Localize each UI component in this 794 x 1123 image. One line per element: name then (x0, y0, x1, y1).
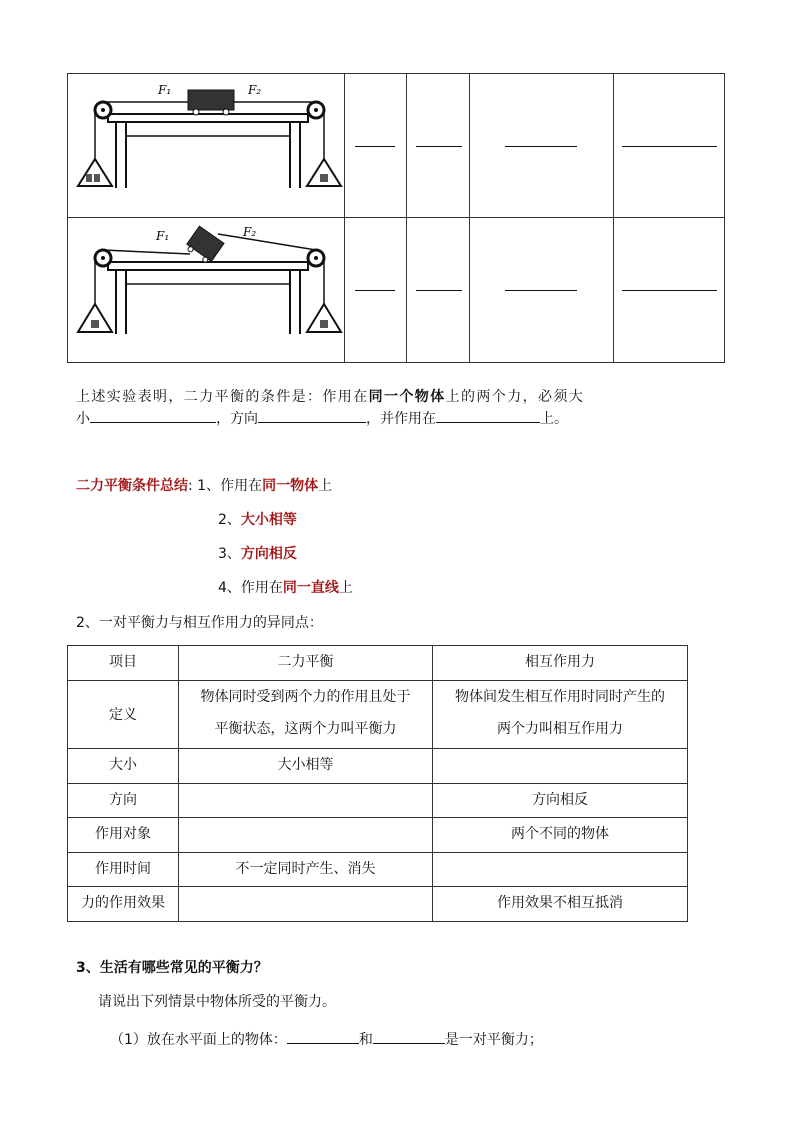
line-blank[interactable] (436, 408, 540, 423)
size-blank[interactable] (90, 408, 216, 423)
header-balance: 二力平衡 (179, 646, 433, 681)
comparison-header-row (68, 646, 688, 681)
blank-cell[interactable] (614, 74, 725, 218)
force-blank-2[interactable] (373, 1029, 445, 1044)
header-item: 项目 (68, 646, 179, 681)
comparison-row-size: 大小 大小相等 (68, 749, 688, 784)
experiment-diagram-2 (68, 218, 345, 363)
section-3-heading: 3、生活有哪些常见的平衡力？ (76, 960, 268, 976)
cart-pulley-diagram-rotated (68, 218, 345, 358)
direction-blank[interactable] (258, 408, 366, 423)
experiment-row-2 (68, 218, 725, 363)
f2-label: F₂ (243, 225, 257, 239)
comparison-row-definition: 定义 物体同时受到两个力的作用且处于 平衡状态，这两个力叫平衡力 物体间发生相互作用时同时产生的 两个力叫相互作用力 (68, 681, 688, 749)
blank-cell[interactable] (345, 74, 407, 218)
header-interaction: 相互作用力 (433, 646, 688, 681)
section-2-heading: 2、一对平衡力与相互作用力的异同点： (76, 615, 323, 631)
comparison-table (67, 645, 688, 922)
blank-cell[interactable] (407, 74, 470, 218)
f2-label: F₂ (248, 83, 262, 97)
cart-pulley-diagram-horizontal (68, 74, 345, 213)
force-blank-1[interactable] (287, 1029, 359, 1044)
experiment-diagram-1 (68, 74, 345, 218)
comparison-row-object: 作用对象 两个不同的物体 (68, 818, 688, 853)
blank-cell[interactable] (407, 218, 470, 363)
summary-title: 二力平衡条件总结 (76, 478, 188, 494)
summary-item-2: 2、大小相等 (218, 512, 297, 528)
blank-cell[interactable] (470, 218, 614, 363)
question-1: （1）放在水平面上的物体： 和 是一对平衡力； (110, 1029, 543, 1050)
conclusion-line-2: 小 ，方向 ，并作用在 上。 (76, 408, 568, 429)
blank-cell[interactable] (470, 74, 614, 218)
comparison-row-direction: 方向 方向相反 (68, 784, 688, 818)
blank-cell[interactable] (345, 218, 407, 363)
f1-label: F₁ (158, 83, 172, 97)
comparison-row-effect: 力的作用效果 作用效果不相互抵消 (68, 887, 688, 922)
summary-item-1: 二力平衡条件总结: 1、作用在同一物体上 (76, 478, 333, 494)
comparison-row-time: 作用时间 不一定同时产生、消失 (68, 853, 688, 887)
summary-item-4: 4、作用在同一直线上 (218, 580, 353, 596)
f1-label: F₁ (156, 229, 170, 243)
summary-item-3: 3、方向相反 (218, 546, 297, 562)
experiment-row-1 (68, 74, 725, 218)
blank-cell[interactable] (614, 218, 725, 363)
conclusion-line-1: 上述实验表明，二力平衡的条件是：作用在同一个物体上的两个力，必须大 (76, 389, 585, 405)
experiment-table (67, 73, 725, 363)
section-3-intro: 请说出下列情景中物体所受的平衡力。 (98, 994, 336, 1010)
